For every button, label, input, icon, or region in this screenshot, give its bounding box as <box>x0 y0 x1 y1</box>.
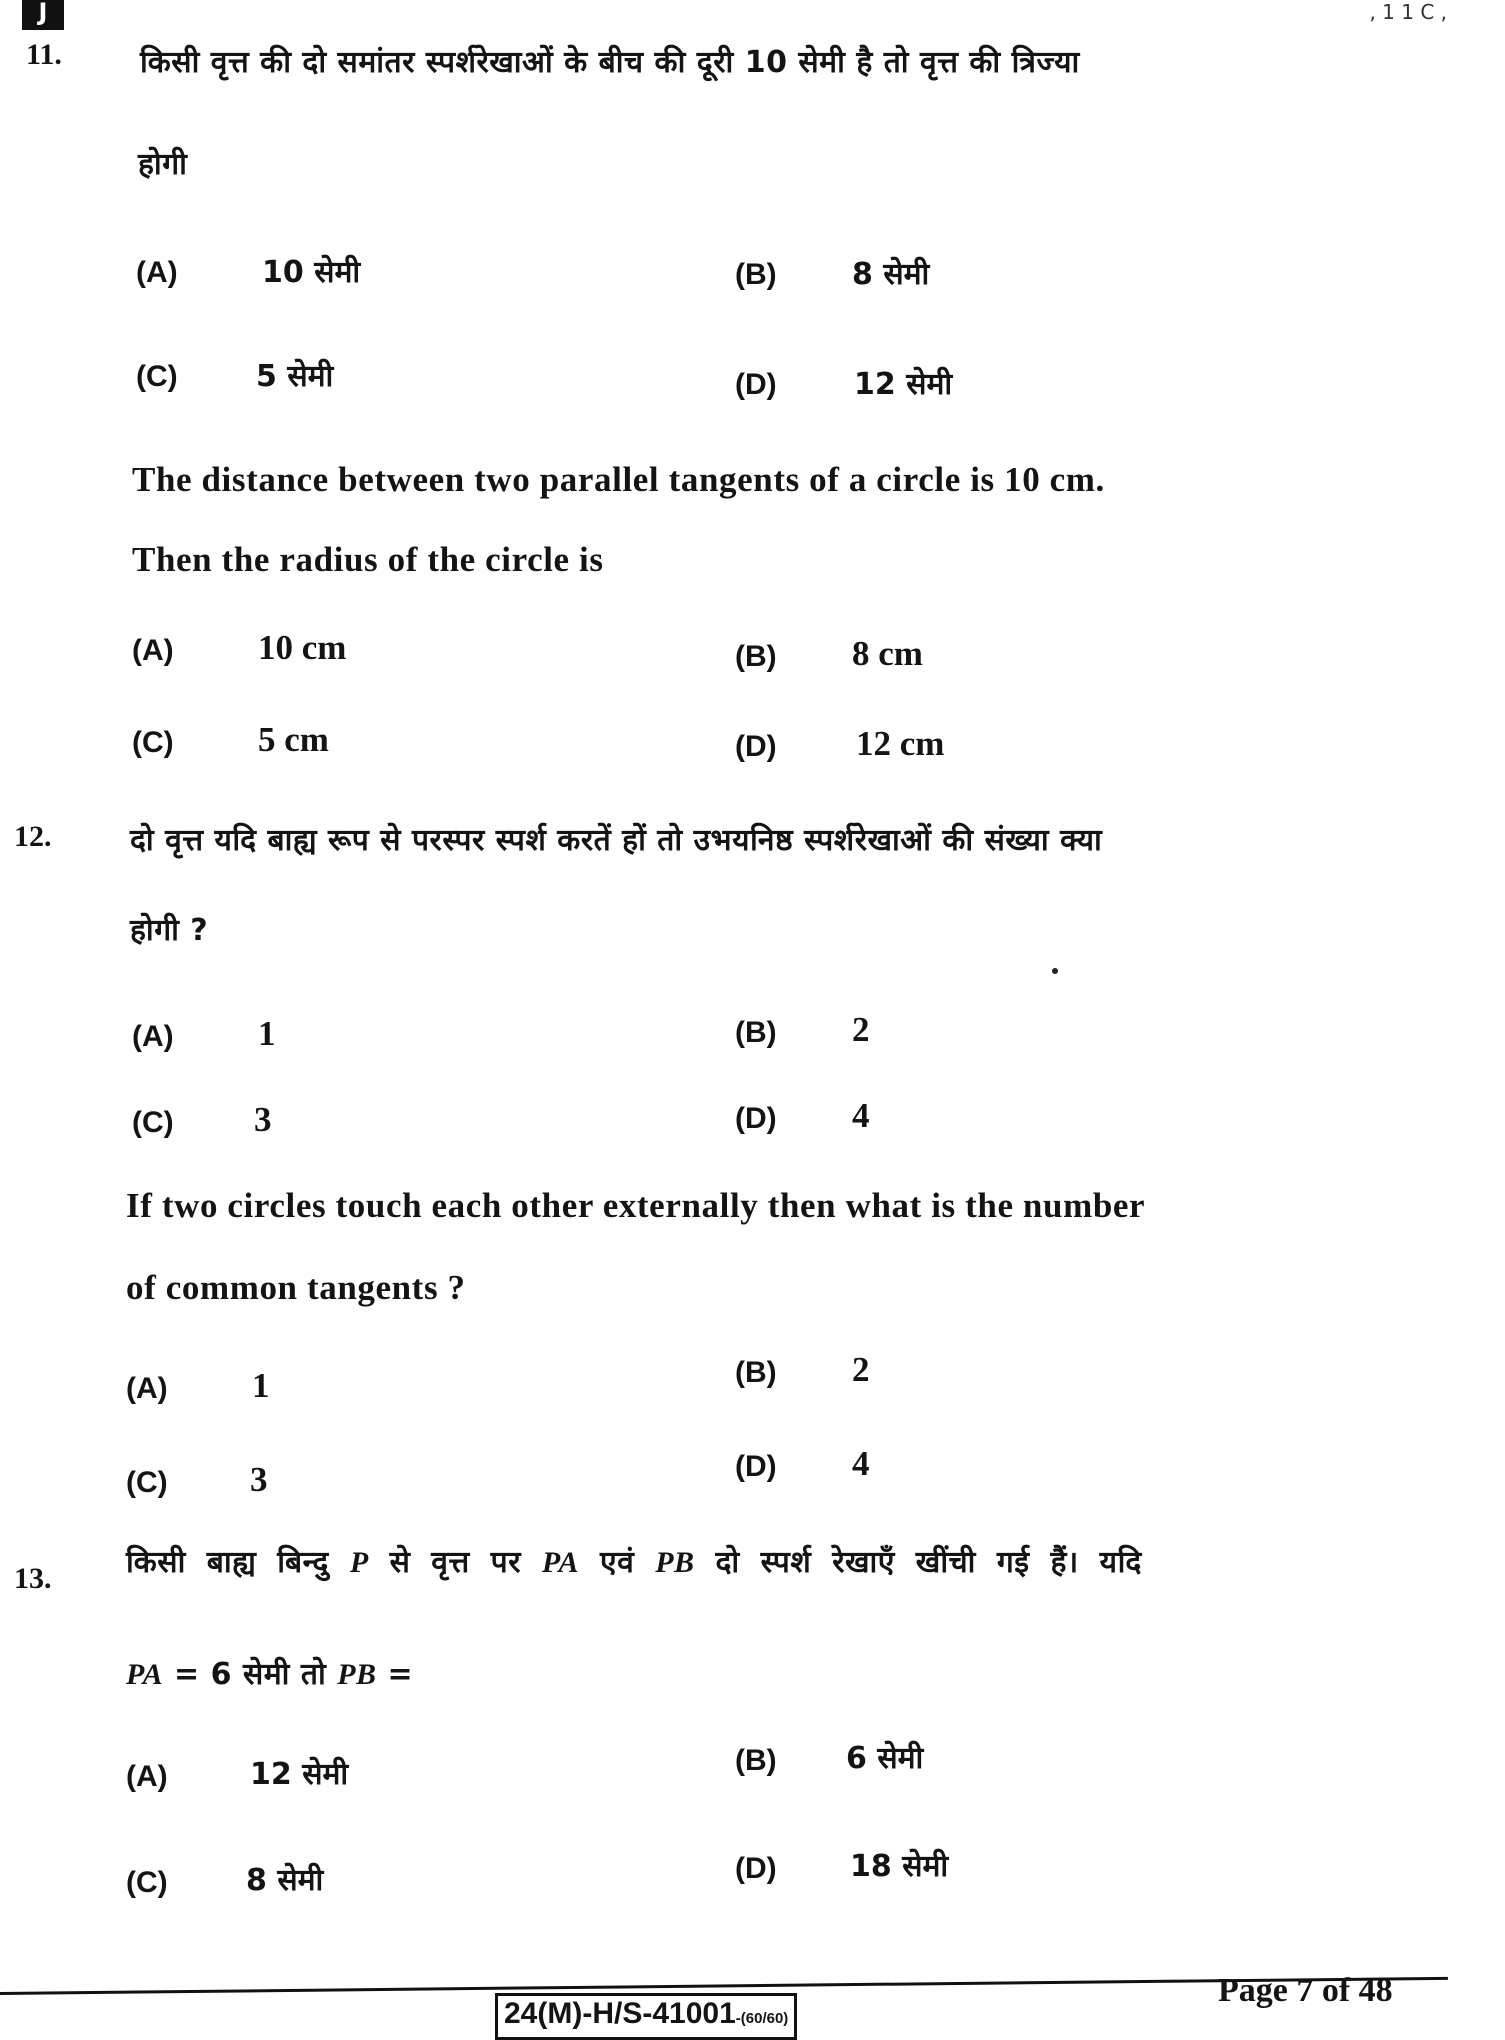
option-b-value: 6 सेमी <box>846 1741 924 1776</box>
option-d-value: 4 <box>852 1444 870 1483</box>
option-b-value: 2 <box>852 1350 870 1389</box>
option-a-label: (A) <box>126 1760 168 1793</box>
math-var-pa: PA <box>126 1658 164 1691</box>
option-d-label: (D) <box>735 730 777 763</box>
option-b-value: 2 <box>852 1010 870 1049</box>
option-a-label: (A) <box>136 256 178 289</box>
text-part: किसी बाह्य बिन्दु <box>126 1545 350 1580</box>
question-english-line-1: The distance between two parallel tangents of a circle is 10 cm. <box>132 460 1105 499</box>
math-var-pa: PA <box>541 1546 580 1579</box>
option-d-label: (D) <box>735 1102 777 1135</box>
option-a-value: 1 <box>258 1014 276 1053</box>
option-b-label: (B) <box>735 1356 777 1389</box>
option-c-value: 5 cm <box>258 720 329 759</box>
stray-mark <box>1052 968 1058 974</box>
text-part: दो स्पर्श रेखाएँ खींची गई हैं। यदि <box>694 1545 1142 1580</box>
paper-code: 24(M)-H/S-41001 <box>504 1997 736 2030</box>
page-top-mark: , 1 1 C , <box>1369 0 1447 24</box>
text-part: से वृत्त पर <box>368 1545 542 1580</box>
question-hindi-line-2: होगी ? <box>130 913 209 948</box>
option-c-value: 5 सेमी <box>256 359 334 394</box>
text-part: = 6 सेमी तो <box>163 1657 338 1692</box>
option-d-label: (D) <box>735 1450 777 1483</box>
option-c-label: (C) <box>132 1106 174 1139</box>
option-c-value: 3 <box>250 1460 268 1499</box>
question-hindi-line-1 <box>126 1540 1142 1581</box>
option-c-label: (C) <box>126 1466 168 1499</box>
option-c-label: (C) <box>132 726 174 759</box>
question-hindi-line-2 <box>126 1652 413 1693</box>
question-hindi-line-2: होगी <box>138 147 188 182</box>
text-part: = <box>376 1657 414 1692</box>
paper-code-suffix: -(60/60) <box>735 2010 789 2027</box>
option-a-value: 1 <box>252 1366 270 1405</box>
option-a-value: 10 cm <box>258 628 347 667</box>
option-a-value: 12 सेमी <box>250 1757 349 1792</box>
question-hindi-line-1: किसी वृत्त की दो समांतर स्पर्शरेखाओं के बीच की दूरी 10 सेमी है तो वृत्त की त्रिज्या <box>140 45 1080 80</box>
option-b-label: (B) <box>735 640 777 673</box>
option-d-value: 4 <box>852 1096 870 1135</box>
question-hindi-line-1: दो वृत्त यदि बाह्य रूप से परस्पर स्पर्श करतें हों तो उभयनिष्ठ स्पर्शरेखाओं की संख्या क्या <box>130 823 1103 858</box>
option-b-label: (B) <box>735 1744 777 1777</box>
page-corner-tag: J <box>22 0 64 30</box>
option-c-value: 3 <box>254 1100 272 1139</box>
option-d-label: (D) <box>735 1852 777 1885</box>
option-a-label: (A) <box>126 1372 168 1405</box>
option-a-label: (A) <box>132 634 174 667</box>
math-var-p: P <box>349 1546 369 1579</box>
option-b-label: (B) <box>735 258 777 291</box>
question-english-line-2: Then the radius of the circle is <box>132 540 604 579</box>
option-d-label: (D) <box>735 368 777 401</box>
option-c-label: (C) <box>136 360 178 393</box>
question-english-line-2: of common tangents ? <box>126 1268 466 1307</box>
page-number: Page 7 of 48 <box>1218 1972 1393 2009</box>
option-d-value: 18 सेमी <box>850 1849 949 1884</box>
question-english-line-1: If two circles touch each other externally then what is the number <box>126 1186 1146 1225</box>
option-b-label: (B) <box>735 1016 777 1049</box>
question-number: 13. <box>14 1562 52 1595</box>
text-part: एवं <box>579 1545 656 1580</box>
option-a-label: (A) <box>132 1020 174 1053</box>
question-number: 11. <box>26 38 62 71</box>
paper-code-box <box>495 1993 797 2040</box>
option-d-value: 12 cm <box>856 724 945 763</box>
math-var-pb: PB <box>337 1658 377 1691</box>
option-b-value: 8 cm <box>852 634 923 673</box>
option-a-value: 10 सेमी <box>262 255 361 290</box>
question-number: 12. <box>14 820 52 853</box>
option-d-value: 12 सेमी <box>854 367 953 402</box>
math-var-pb: PB <box>655 1546 695 1579</box>
option-b-value: 8 सेमी <box>852 257 930 292</box>
option-c-value: 8 सेमी <box>246 1863 324 1898</box>
option-c-label: (C) <box>126 1866 168 1899</box>
